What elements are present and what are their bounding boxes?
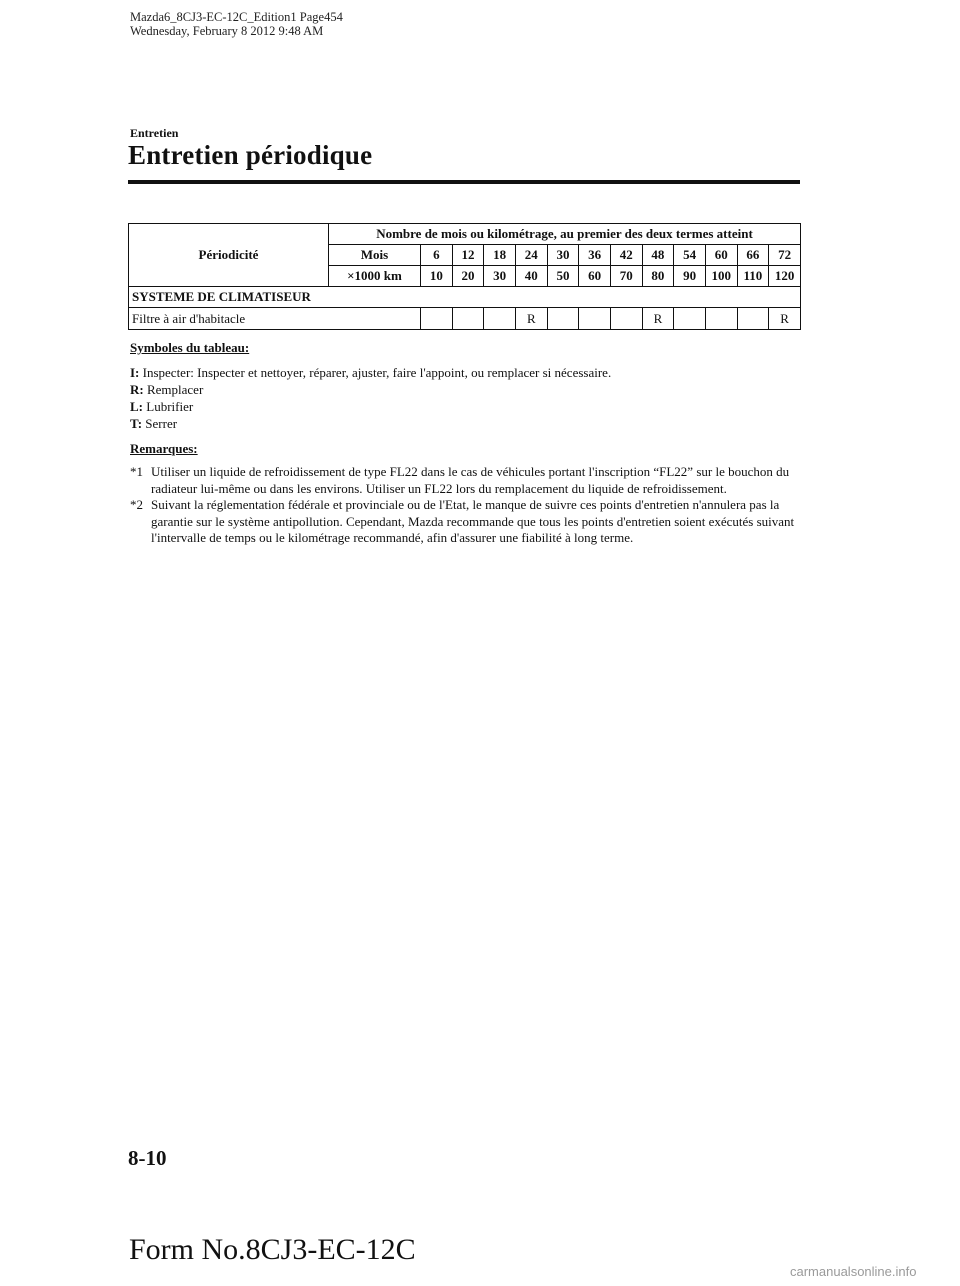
section-name: SYSTEME DE CLIMATISEUR bbox=[129, 287, 801, 308]
form-number: Form No.8CJ3-EC-12C bbox=[129, 1233, 416, 1266]
remark-item bbox=[130, 464, 802, 497]
months-cell: 48 bbox=[642, 245, 674, 266]
symbol-key: R: bbox=[130, 382, 144, 397]
schedule-cell bbox=[610, 308, 642, 330]
list-item bbox=[130, 364, 611, 381]
km-cell: 80 bbox=[642, 266, 674, 287]
symbol-text: Remplacer bbox=[146, 382, 204, 397]
km-cell: 40 bbox=[515, 266, 547, 287]
remark-text: Utiliser un liquide de refroidissement de type FL22 dans le cas de véhicules portant l'inscription “FL22” sur le bouchon du radiateur lui-même ou dans les environs. Utiliser un FL22 lors du remplacement du liquide de refroidissement. bbox=[151, 464, 790, 496]
list-item bbox=[130, 398, 611, 415]
months-cell: 36 bbox=[579, 245, 611, 266]
km-cell: 120 bbox=[769, 266, 801, 287]
km-cell: 60 bbox=[579, 266, 611, 287]
header-row-interval bbox=[129, 224, 801, 245]
months-cell: 72 bbox=[769, 245, 801, 266]
km-cell: 100 bbox=[705, 266, 737, 287]
schedule-cell bbox=[421, 308, 453, 330]
months-cell: 6 bbox=[421, 245, 453, 266]
remark-mark: *2 bbox=[130, 497, 143, 512]
schedule-cell bbox=[737, 308, 769, 330]
months-cell: 24 bbox=[515, 245, 547, 266]
interval-header: Nombre de mois ou kilométrage, au premier des deux termes atteint bbox=[329, 224, 801, 245]
km-cell: 20 bbox=[452, 266, 484, 287]
list-item bbox=[130, 415, 611, 432]
symbol-key: T: bbox=[130, 416, 143, 431]
schedule-cell: R bbox=[769, 308, 801, 330]
schedule-cell bbox=[579, 308, 611, 330]
schedule-cell: R bbox=[515, 308, 547, 330]
remark-item bbox=[130, 497, 802, 547]
list-item bbox=[130, 381, 611, 398]
months-cell: 12 bbox=[452, 245, 484, 266]
symbol-text: Inspecter: Inspecter et nettoyer, réparer, ajuster, faire l'appoint, ou remplacer si nécessaire. bbox=[142, 365, 612, 380]
km-label: ×1000 km bbox=[329, 266, 421, 287]
months-cell: 42 bbox=[610, 245, 642, 266]
schedule-cell bbox=[484, 308, 516, 330]
months-cell: 18 bbox=[484, 245, 516, 266]
schedule-cell: R bbox=[642, 308, 674, 330]
periodicity-header: Périodicité bbox=[129, 224, 329, 287]
remarks-list bbox=[130, 464, 802, 547]
schedule-cell bbox=[705, 308, 737, 330]
schedule-cell bbox=[674, 308, 706, 330]
symbol-key: L: bbox=[130, 399, 143, 414]
maintenance-schedule-table bbox=[128, 223, 801, 330]
table-row bbox=[129, 308, 801, 330]
months-cell: 54 bbox=[674, 245, 706, 266]
km-cell: 90 bbox=[674, 266, 706, 287]
remark-text: Suivant la réglementation fédérale et provinciale ou de l'Etat, le manque de suivre ces points d'entretien n'annulera pas la garantie sur le système antipollution. Cependant, Mazda recommande que tous les points d'entretien soient exécutés suivant l'intervalle de temps ou le kilométrage recommandé, afin d'assurer une fiabilité à long terme. bbox=[151, 497, 795, 545]
km-cell: 110 bbox=[737, 266, 769, 287]
months-cell: 66 bbox=[737, 245, 769, 266]
schedule-cell bbox=[452, 308, 484, 330]
watermark: carmanualsonline.info bbox=[790, 1264, 917, 1279]
schedule-cell bbox=[547, 308, 579, 330]
symbol-text: Serrer bbox=[145, 416, 178, 431]
section-row bbox=[129, 287, 801, 308]
km-cell: 70 bbox=[610, 266, 642, 287]
symbols-list bbox=[130, 364, 611, 432]
remark-mark: *1 bbox=[130, 464, 143, 479]
print-header-line2: Wednesday, February 8 2012 9:48 AM bbox=[130, 24, 324, 38]
page-number: 8-10 bbox=[128, 1146, 167, 1170]
months-cell: 30 bbox=[547, 245, 579, 266]
item-name: Filtre à air d'habitacle bbox=[129, 308, 421, 330]
remarks-title: Remarques: bbox=[130, 441, 198, 456]
symbol-text: Lubrifier bbox=[146, 399, 194, 414]
section-label: Entretien bbox=[130, 126, 179, 140]
title-rule bbox=[128, 180, 800, 184]
km-cell: 30 bbox=[484, 266, 516, 287]
months-cell: 60 bbox=[705, 245, 737, 266]
print-header-line1: Mazda6_8CJ3-EC-12C_Edition1 Page454 bbox=[130, 10, 343, 24]
print-header bbox=[130, 10, 343, 38]
km-cell: 10 bbox=[421, 266, 453, 287]
page-title: Entretien périodique bbox=[128, 140, 373, 170]
km-cell: 50 bbox=[547, 266, 579, 287]
symbols-title: Symboles du tableau: bbox=[130, 340, 250, 355]
symbol-key: I: bbox=[130, 365, 140, 380]
months-label: Mois bbox=[329, 245, 421, 266]
